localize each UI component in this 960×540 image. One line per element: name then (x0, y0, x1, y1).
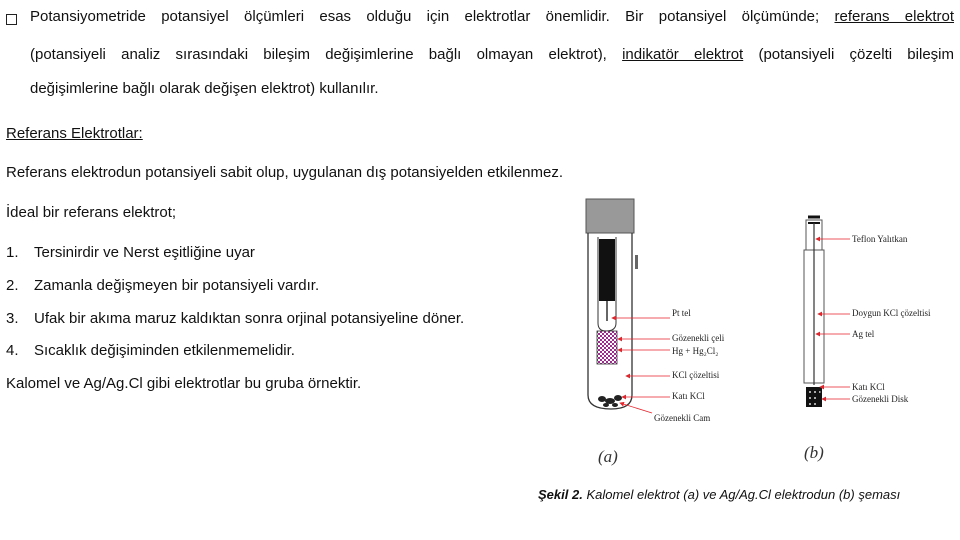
calomel-electrode-drawing (586, 199, 638, 409)
list-item: 1. Tersinirdir ve Nerst eşitliğine uyar (6, 244, 255, 261)
electrode-figure (580, 195, 940, 475)
section-title: Referans Elektrotlar: (6, 125, 143, 142)
subfigure-a-label: (a) (598, 447, 618, 466)
label-gozenekli-disk: Gözenekli Disk (852, 394, 909, 404)
label-kcl-cozeltisi: KCl çözeltisi (672, 370, 720, 380)
intro-line-2: (potansiyeli analiz sırasındaki bileşim değişimlerine bağlı olmayan elektrot), indikatör elektrot (potansiyeli çözelti bileşim (30, 46, 954, 63)
label-teflon-yalitkan: Teflon Yalıtkan (852, 234, 908, 244)
intro-line-3: değişimlerine bağlı olarak değişen elektrot) kullanılır. (30, 80, 379, 97)
figure-caption: Şekil 2. Kalomel elektrot (a) ve Ag/Ag.Cl elektrodun (b) şeması (538, 487, 901, 502)
agcl-electrode-drawing (804, 217, 824, 407)
label-gozenekli-celik: Gözenekli çeli (672, 333, 725, 343)
list-item: 3. Ufak bir akıma maruz kaldıktan sonra orjinal potansiyeline döner. (6, 310, 465, 327)
label-ag-tel: Ag tel (852, 329, 875, 339)
list-item: 2. Zamanla değişmeyen bir potansiyeli vardır. (6, 277, 320, 294)
examples-text: Kalomel ve Ag/Ag.Cl gibi elektrotlar bu gruba örnektir. (6, 375, 362, 392)
label-kati-kcl-b: Katı KCl (852, 382, 885, 392)
label-pt-tel: Pt tel (672, 308, 691, 318)
label-doygun-kcl: Doygun KCl çözeltisi (852, 308, 931, 318)
label-gozenekli-cam: Gözenekli Cam (654, 413, 711, 423)
subfigure-b-label: (b) (804, 443, 824, 462)
definition-text: Referans elektrodun potansiyeli sabit olup, uygulanan dış potansiyelden etkilenmez. (6, 164, 564, 181)
intro-line-1: Potansiyometride potansiyel ölçümleri esas olduğu için elektrotlar önemlidir. Bir potansiyel ölçümünde; referans elektrot (30, 8, 955, 25)
term-indikator-elektrot: indikatör elektrot (622, 46, 744, 63)
checkbox-bullet-icon (6, 14, 17, 25)
list-item: 4. Sıcaklık değişiminden etkilenmemelidir. (6, 342, 295, 359)
label-hg-hg2cl2: Hg + Hg₂Cl₂ (672, 346, 719, 356)
label-kati-kcl-a: Katı KCl (672, 391, 705, 401)
ideal-heading: İdeal bir referans elektrot; (6, 204, 177, 221)
term-referans-elektrot: referans elektrot (834, 8, 955, 25)
